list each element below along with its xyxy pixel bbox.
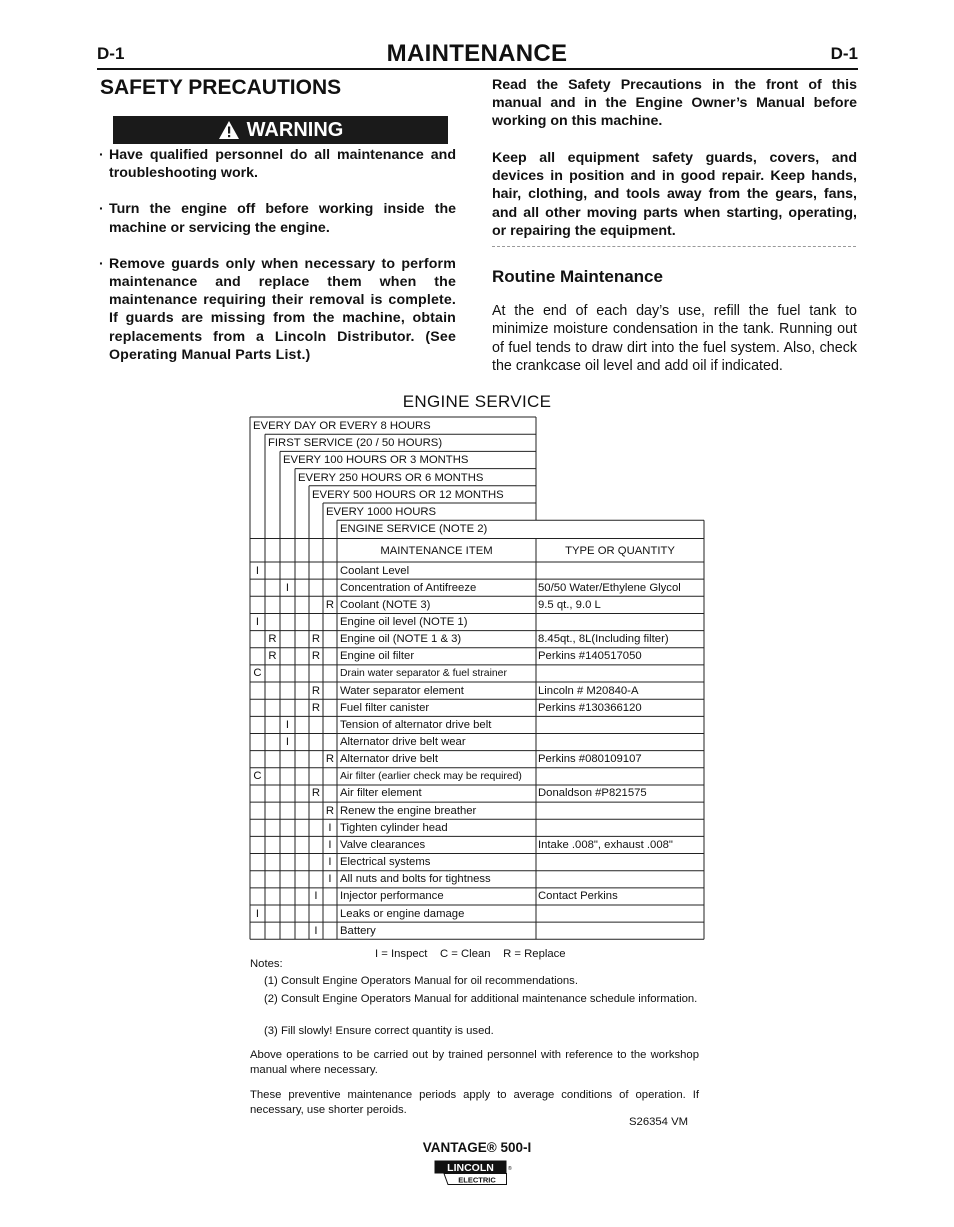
maintenance-item: Valve clearances [340,838,426,851]
service-mark: R [268,633,277,646]
maintenance-item: Leaks or engine damage [340,907,465,920]
service-mark: I [328,873,332,886]
maintenance-item: Renew the engine breather [340,804,477,817]
maintenance-item: Coolant (NOTE 3) [340,598,431,611]
service-mark: I [255,615,260,628]
type-or-quantity: Perkins #080109107 [538,753,642,766]
service-mark: C [253,770,262,783]
type-or-quantity: Perkins #140517050 [538,650,642,663]
type-or-quantity: Perkins #130366120 [538,701,642,714]
service-mark: R [325,598,335,611]
routine-maintenance-title: Routine Maintenance [492,267,663,286]
service-mark: R [311,650,321,663]
interval-label: EVERY 1000 HOURS [326,506,437,518]
maintenance-item: Alternator drive belt wear [340,736,466,748]
maintenance-item: Coolant Level [340,564,410,577]
warning-label: WARNING [246,118,344,141]
note-item: (2) Consult Engine Operators Manual for additional maintenance schedule information. [264,993,698,1005]
document-code: S26354 VM [629,1116,689,1128]
service-mark: I [285,736,290,748]
interval-label: EVERY DAY OR EVERY 8 HOURS [253,420,431,432]
interval-label: EVERY 250 HOURS OR 6 MONTHS [298,471,484,484]
note-item: (1) Consult Engine Operators Manual for oil recommendations. [264,975,578,987]
service-mark: R [268,650,277,663]
maintenance-periods-text: These preventive maintenance periods apply to average conditions of operation. If necessary, use shorter peroids. [250,1089,699,1116]
safety-bullet: · Have qualified personnel do all maintenance and troubleshooting work. [99,147,456,182]
safety-bullet: · Turn the engine off before working inside the machine or servicing the engine. [99,201,456,236]
maintenance-item: Air filter (earlier check may be required) [340,771,522,783]
maintenance-item: Injector performance [340,890,444,903]
maintenance-item: Water separator element [340,684,464,697]
read-safety-paragraph: Read the Safety Precautions in the front of this manual and in the Engine Owner’s Manual before working on this machine. [492,77,857,130]
maintenance-item: Engine oil level (NOTE 1) [340,615,468,628]
type-or-quantity: 9.5 qt., 9.0 L [538,598,601,611]
type-or-quantity: Contact Perkins [538,890,618,903]
type-or-quantity: Donaldson #P821575 [538,787,647,800]
service-mark: I [314,890,318,903]
maintenance-item: Alternator drive belt [340,753,438,766]
maintenance-item: Engine oil (NOTE 1 & 3) [340,633,462,646]
maintenance-item: Battery [340,924,376,937]
keep-guards-paragraph: Keep all equipment safety guards, covers, and devices in position and in good repair. Keep hands, hair, clothing, and tools away from the gears, fans, and all other moving parts when starting, operating, or repairing the equipment. [492,150,857,239]
logo-top-text: LINCOLN [447,1162,494,1174]
service-mark: I [314,924,318,937]
column-header-quantity: TYPE OR QUANTITY [565,544,675,557]
maintenance-item: Engine oil filter [340,650,415,663]
interval-label: EVERY 100 HOURS OR 3 MONTHS [283,454,469,467]
maintenance-item: Tighten cylinder head [340,821,448,834]
interval-label: ENGINE SERVICE (NOTE 2) [340,523,488,536]
footer-model-name: VANTAGE® 500-I [422,1140,532,1155]
safety-bullet-text: Have qualified personnel do all maintenance and troubleshooting work. [109,147,456,182]
type-or-quantity: Lincoln # M20840-A [538,684,639,697]
service-mark: R [311,633,321,646]
interval-label: EVERY 500 HOURS OR 12 MONTHS [312,488,504,501]
service-mark: I [328,838,332,851]
service-mark: I [255,907,260,920]
legend-text: I = Inspect C = Clean R = Replace [375,948,566,960]
service-mark: R [325,804,335,817]
type-or-quantity: 50/50 Water/Ethylene Glycol [538,581,681,594]
maintenance-item: All nuts and bolts for tightness [340,873,491,886]
maintenance-item: Drain water separator & fuel strainer [340,668,507,680]
routine-maintenance-text: At the end of each day’s use, refill the fuel tank to minimize moisture condensation in the tank. Running out of fuel tends to draw dirt into the fuel system. Also, check the crankcase oil level and add oil if indicated. [492,303,857,374]
service-mark: I [328,821,332,834]
note-item: (3) Fill slowly! Ensure correct quantity is used. [264,1025,494,1037]
safety-bullet-text: Turn the engine off before working inside the machine or servicing the engine. [109,201,456,236]
interval-label: FIRST SERVICE (20 / 50 HOURS) [268,437,443,450]
maintenance-item: Concentration of Antifreeze [340,581,477,594]
service-mark: I [285,718,290,731]
service-mark: R [311,701,321,714]
safety-bullet-text: Remove guards only when necessary to perform maintenance and replace them when the maintenance requiring their removal is complete. If guards are missing from the machine, obtain replacements from a Lincoln Distributor. (See Operating Manual Parts List.) [109,255,456,363]
svg-text:®: ® [508,1166,512,1172]
safety-precautions-title: SAFETY PRECAUTIONS [100,76,342,99]
page-title: MAINTENANCE [386,40,568,67]
service-mark: I [285,581,290,594]
maintenance-item: Fuel filter canister [340,701,430,714]
service-mark: I [255,564,260,577]
maintenance-item: Air filter element [340,787,422,800]
service-mark: R [325,753,335,766]
maintenance-item: Tension of alternator drive belt [340,718,492,731]
logo-bottom-text: ELECTRIC [458,1175,496,1185]
type-or-quantity: Intake .008", exhaust .008" [538,838,673,851]
column-header-item: MAINTENANCE ITEM [380,544,493,557]
service-mark: C [253,667,262,680]
lincoln-electric-logo [434,1160,510,1186]
page-code-left: D-1 [97,44,125,63]
type-or-quantity: 8.45qt., 8L(Including filter) [538,633,669,646]
page-code-right: D-1 [830,44,858,63]
service-mark: I [328,856,332,869]
notes-label: Notes: [250,958,283,970]
engine-service-title: ENGINE SERVICE [402,392,552,411]
service-mark: R [311,684,321,697]
safety-bullet: · Remove guards only when necessary to perform maintenance and replace them when the maintenance requiring their removal is complete. If guards are missing from the machine, obtain replacements from a Lincoln Distributor. (See Operating Manual Parts List.) [99,255,456,363]
above-operations-text: Above operations to be carried out by trained personnel with reference to the workshop manual where necessary. [250,1049,699,1076]
maintenance-item: Electrical systems [340,856,431,869]
service-mark: R [311,787,321,800]
